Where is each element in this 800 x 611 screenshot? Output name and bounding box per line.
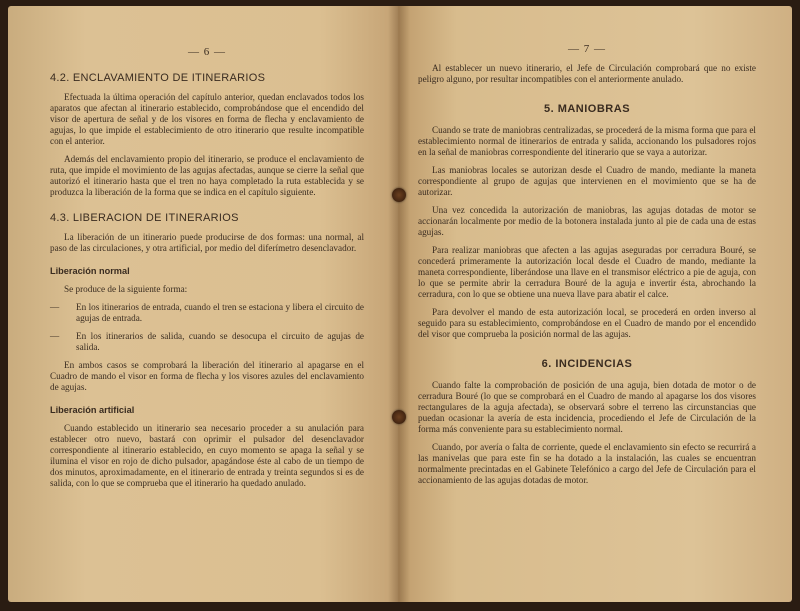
left-page (8, 6, 398, 602)
section-5-paragraph-4: Para realizar maniobras que afecten a las agujas aseguradas por cerradura Bouré, se concederá primeramente la autorización local desde el Cuadro de mando, mediante la maneta correspondiente, liberándose una llave en el transmisor eléctrico a pie de aguja, con lo que se permite abrir la cerradura Bouré de la aguja e invertir ésta, abrochando la cerradura, con lo que se obtiene una nueva llave para abatir el calce. (418, 245, 756, 299)
section-4-3-paragraph-2: Se produce de la siguiente forma: (64, 284, 188, 294)
section-4-2-paragraph-1: Efectuada la última operación del capítulo anterior, quedan enclavados todos los aparatos que afectan al itinerario establecido, comprobándose que el encendido del visor de apertura de señal y de los visores en forma de flecha y enclavamiento de agujas, lo que impide el establecimiento de otro itinerario que resulte incompatible con el anterior. (50, 92, 364, 146)
list-dash: — (50, 331, 60, 341)
staple-top (392, 188, 406, 202)
list-item-text: En los itinerarios de entrada, cuando el tren se estaciona y libera el circuito de agujas de entrada. (76, 302, 364, 323)
section-4-3-title: 4.3. LIBERACION DE ITINERARIOS (50, 212, 239, 224)
right-page (398, 6, 792, 602)
section-5-paragraph-1: Cuando se trate de maniobras centralizadas, se procederá de la misma forma que para el establecimiento normal de itinerarios de entrada y salida, accionando los pulsadores rojos en la señal de maniobras correspondiente del itinerario que se vaya a autorizar. (418, 125, 756, 157)
section-5-paragraph-5: Para devolver el mando de esta autorización local, se procederá en orden inverso al seguido para su establecimiento, comprobándose en el Cuadro de mando por el encendido del visor que comprueba la posición normal de las agujas. (418, 307, 756, 339)
list-item (50, 302, 364, 324)
section-4-2-title: 4.2. ENCLAVAMIENTO DE ITINERARIOS (50, 72, 266, 84)
section-6-paragraph-2: Cuando, por avería o falta de corriente, quede el enclavamiento sin efecto se recurrirá a las manivelas que para este fin se ha dotado a la instalación, las cuales se encuentran normalmente precintadas en el Gabinete Telefónico a cargo del Jefe de Circulación para el accionamiento de las agujas dotadas de motor. (418, 442, 756, 485)
subheading-liberacion-normal: Liberación normal (50, 266, 130, 276)
list-item (50, 331, 364, 353)
list-dash: — (50, 302, 60, 312)
section-4-3-paragraph-3: En ambos casos se comprobará la liberación del itinerario al apagarse en el Cuadro de mando el visor en forma de flecha y los visores azules del enclavamiento de agujas. (50, 360, 364, 392)
section-5-paragraph-2: Las maniobras locales se autorizan desde el Cuadro de mando, mediante la maneta correspondiente al grupo de agujas que intervienen en el movimiento que se ha de autorizar. (418, 165, 756, 197)
section-4-2-paragraph-2: Además del enclavamiento propio del itinerario, se produce el enclavamiento de ruta, que impide el movimiento de las agujas afectadas, aunque se cierre la señal que autorizó el itinerario hasta que el tren no haya completado la ruta establecida y se produzca la liberación de la forma que se indica en el capítulo siguiente. (50, 154, 364, 197)
page-number-left: — 6 — (188, 46, 226, 58)
subheading-liberacion-artificial: Liberación artificial (50, 405, 135, 415)
book-gutter (388, 6, 410, 602)
staple-bottom (392, 410, 406, 424)
intro-paragraph: Al establecer un nuevo itinerario, el Jefe de Circulación comprobará que no existe peligro alguno, por resultar incompatibles con el anteriormente anulado. (418, 63, 756, 84)
section-4-3-paragraph-1: La liberación de un itinerario puede producirse de dos formas: una normal, al paso de las circulaciones, y otra artificial, por medio del diferímetro desenclavador. (50, 232, 364, 253)
section-5-title: 5. MANIOBRAS (543, 103, 631, 115)
section-6-title: 6. INCIDENCIAS (541, 358, 633, 370)
section-6-paragraph-1: Cuando falte la comprobación de posición de una aguja, bien dotada de motor o de cerradura Bouré (lo que se comprobará en el Cuadro de mando al apagarse los dos visores rectangulares de la aguja afectada), se observará sobre el terreno las circunstancias que puedan ocasionar la avería de esta incidencia, procediendo el Jefe de Circulación de la forma más conveniente para su establecimiento normal. (418, 380, 756, 434)
section-5-paragraph-3: Una vez concedida la autorización de maniobras, las agujas dotadas de motor se accionarán localmente por medio de la botonera instalada junto al pie de cada una de estas agujas. (418, 205, 756, 237)
section-4-3-paragraph-4: Cuando establecido un itinerario sea necesario proceder a su anulación para establecer otro nuevo, bastará con oprimir el pulsador del desenclavador correspondiente al itinerario establecido, en cuyo momento se apaga la señal y se ilumina el visor en rojo de dicho pulsador, apagándose éste al cabo de un tiempo de dos minutos, aproximadamente, en el itinerario de entrada y treinta segundos si es de salida, con lo que se comprueba que el itinerario ha quedado anulado. (50, 423, 364, 488)
page-number-right: — 7 — (568, 43, 606, 55)
list-item-text: En los itinerarios de salida, cuando se desocupa el circuito de agujas de salida. (76, 331, 364, 352)
liberation-list (50, 302, 364, 353)
